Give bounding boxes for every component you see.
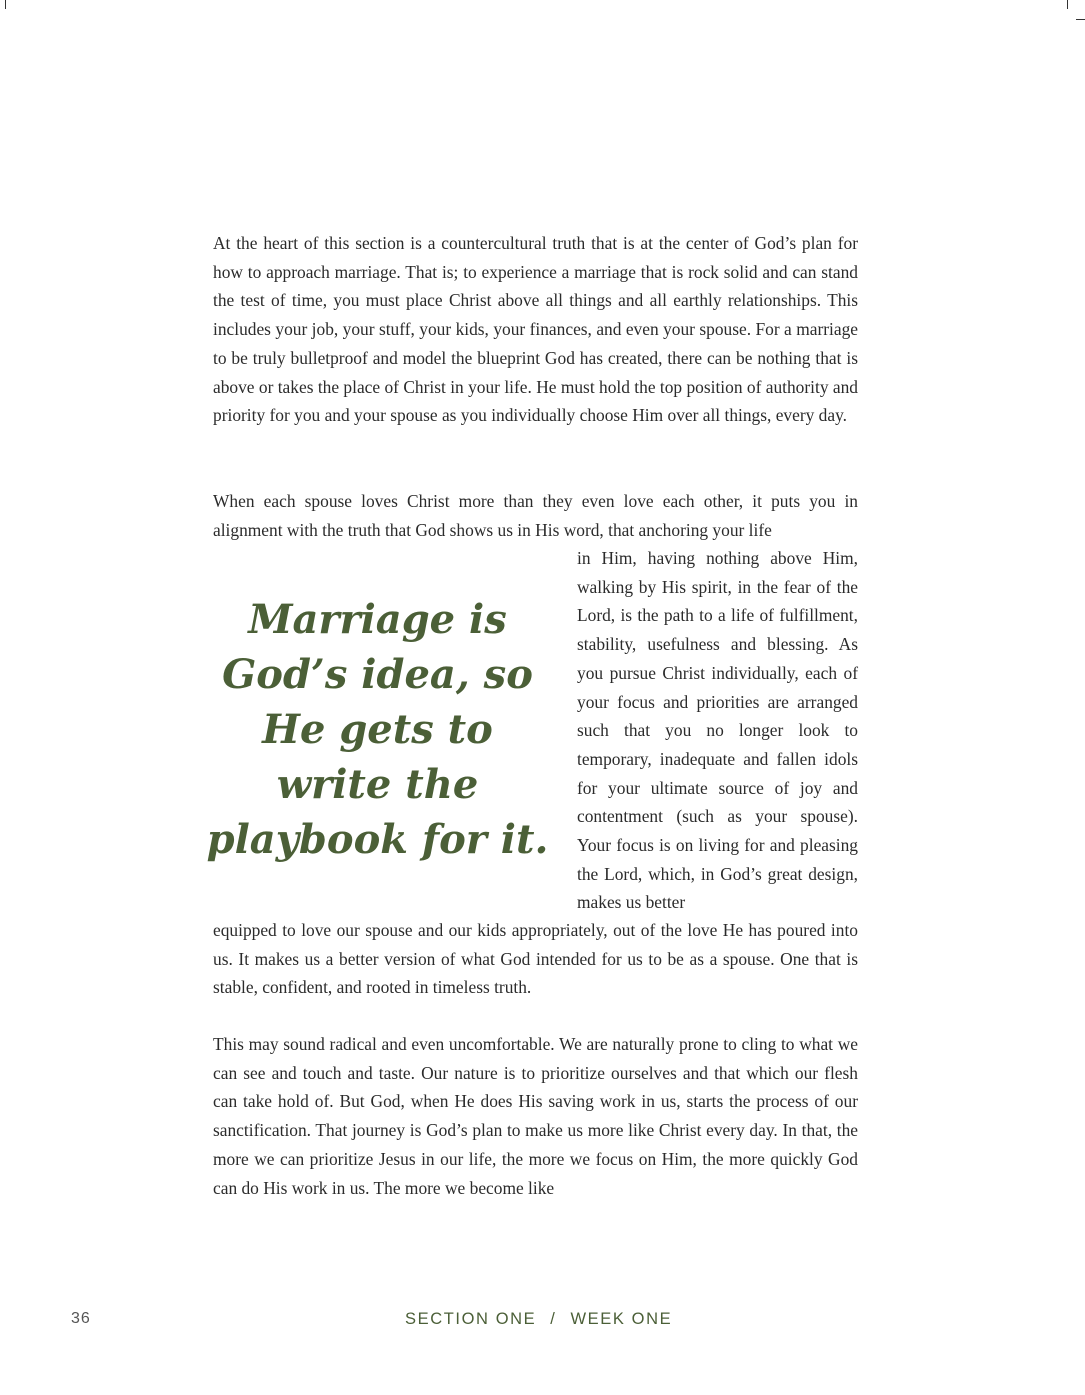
crop-mark-top-left [5, 0, 6, 9]
pull-quote: Marriage is God’s idea, so He gets to write the playbook for it. [206, 596, 549, 863]
body-paragraph-3: This may sound radical and even uncomfortable. We are naturally prone to cling to what we can see and touch and taste. Our nature is to prioritize ourselves and that which our flesh can take hold of. But God, when He does His saving work in us, starts the process of our sanctification. That journey is God’s plan to make us more like Christ every day. In that, the more we can prioritize Jesus in our life, the more we focus on Him, the more quickly God can do His work in us. The more we become like [213, 1034, 858, 1198]
body-paragraph-2-column: in Him, having nothing above Him, walking by His spirit, in the fear of the Lord, is the path to a life of fulfillment, stability, usefulness and blessing. As you pursue Christ individually, each of your focus and priorities are arranged such that you no longer look to temporary, inadequate and fallen idols for your ultimate source of joy and contentment (such as your spouse). Your focus is on living for and pleasing the Lord, which, in God’s great design, makes us better [577, 548, 858, 913]
body-paragraph-1: At the heart of this section is a countercultural truth that is at the center of God’s plan for how to approach marriage. That is; to experience a marriage that is rock solid and can stand the test of time, you must place Christ above all things and all earthly relationships. This includes your job, your stuff, your kids, your finances, and even your spouse. For a marriage to be truly bulletproof and model the blueprint God has created, there can be nothing that is above or takes the place of Christ in your life. He must hold the top position of authority and priority for you and your spouse as you individually choose Him over all things, every day. [213, 233, 858, 426]
footer-separator: / [550, 1310, 557, 1328]
crop-mark-right-edge [1076, 19, 1085, 20]
crop-mark-top-right [1067, 0, 1068, 9]
body-paragraph-2-bottom: equipped to love our spouse and our kids appropriately, out of the love He has poured into us. It makes us a better version of what God intended for us to be as a spouse. One that is stable, confident, and rooted in timeless truth. [213, 920, 858, 998]
running-footer [405, 1310, 672, 1329]
footer-week-label: WEEK ONE [570, 1310, 673, 1328]
page-number: 36 [71, 1310, 91, 1327]
body-paragraph-2-top: When each spouse loves Christ more than they even love each other, it puts you in alignment with the truth that God shows us in His word, that anchoring your life [213, 491, 858, 540]
footer-section-label: SECTION ONE [405, 1310, 537, 1328]
